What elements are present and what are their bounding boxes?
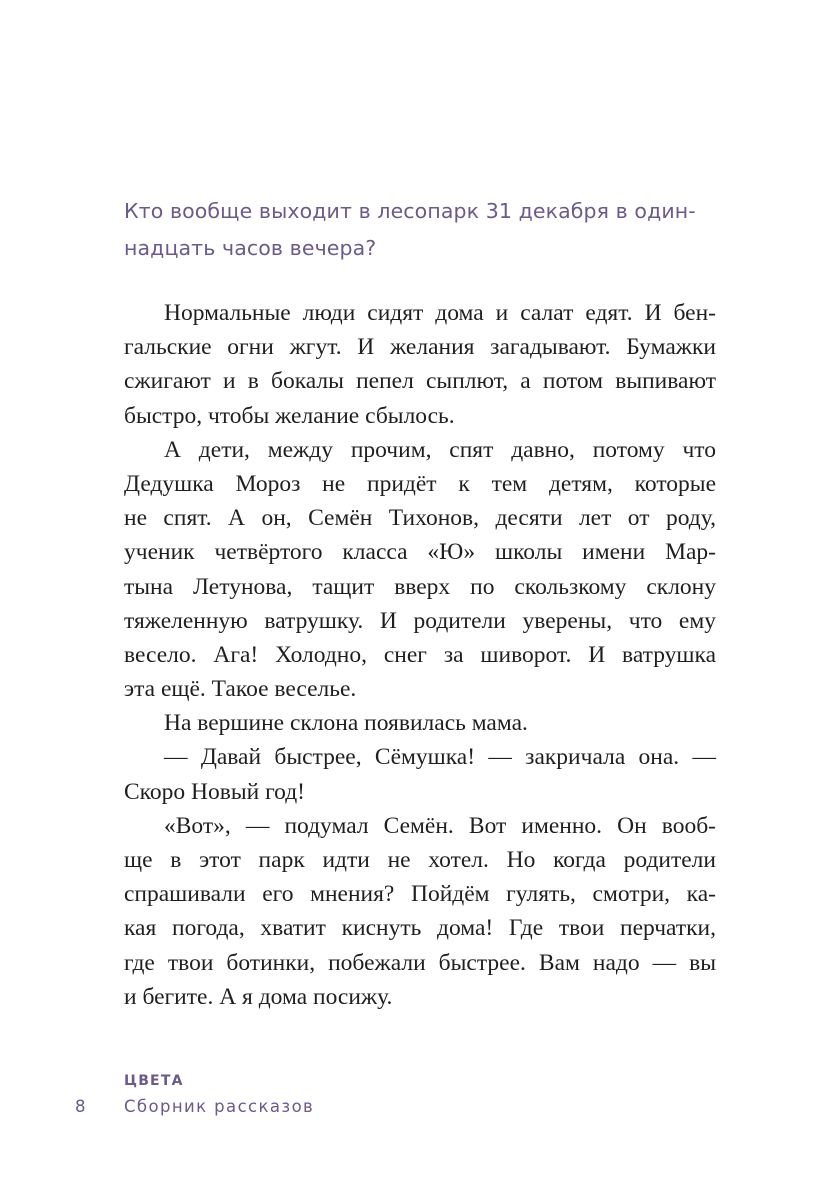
paragraph-line: не спят. А он, Семён Тихонов, десяти лет от роду, <box>124 505 716 532</box>
story-text <box>124 296 716 1014</box>
paragraph-line: Нормальные люди сидят дома и салат едят. И бен- <box>164 300 716 326</box>
paragraph-line: кая погода, хватит киснуть дома! Где твои перчатки, <box>124 915 716 942</box>
paragraph-line: спрашивали его мнения? Пойдём гулять, смотри, ка- <box>124 881 716 908</box>
paragraph-line: — Давай быстрее, Сёмушка! — закричала она. — <box>164 744 716 771</box>
paragraph-line: сжигают и в бокалы пепел сыплют, а потом выпивают <box>124 368 716 395</box>
paragraph-line: ще в этот парк идти не хотел. Но когда родители <box>124 847 716 873</box>
heading-line: Кто вообще выходит в лесопарк 31 декабря в один- <box>124 199 696 223</box>
paragraph-line: и бегите. А я дома посижу. <box>124 983 393 1010</box>
paragraph-line: Дедушка Мороз не придёт к тем детям, которые <box>124 470 716 497</box>
paragraph-line: весело. Ага! Холодно, снег за шиворот. И ватрушка <box>124 641 716 668</box>
running-footer-book-title: ЦВЕТА <box>124 1073 184 1089</box>
paragraph-line: ученик четвёртого класса «Ю» школы имени Мар- <box>124 539 716 566</box>
paragraph-line: Скоро Новый год! <box>124 778 305 805</box>
paragraph-line: гальские огни жгут. И желания загадывают. Бумажки <box>124 334 716 361</box>
chapter-heading <box>124 193 724 267</box>
paragraph-line: А дети, между прочим, спят давно, потому что <box>164 436 716 463</box>
paragraph-line: эта ещё. Такое веселье. <box>124 676 357 703</box>
paragraph-line: тына Летунова, тащит вверх по скользкому склону <box>124 573 716 600</box>
paragraph-line: где твои ботинки, побежали быстрее. Вам надо — вы <box>124 949 716 976</box>
page-number: 8 <box>75 1097 86 1116</box>
paragraph-line: «Вот», — подумал Семён. Вот именно. Он вооб- <box>164 812 716 839</box>
paragraph-line: На вершине склона появилась мама. <box>164 710 528 737</box>
paragraph-line: тяжеленную ватрушку. И родители уверены, что ему <box>124 607 716 634</box>
paragraph-line: быстро, чтобы желание сбылось. <box>124 402 455 429</box>
running-footer-subtitle: Сборник рассказов <box>124 1097 315 1116</box>
heading-line: надцать часов вечера? <box>124 236 377 260</box>
